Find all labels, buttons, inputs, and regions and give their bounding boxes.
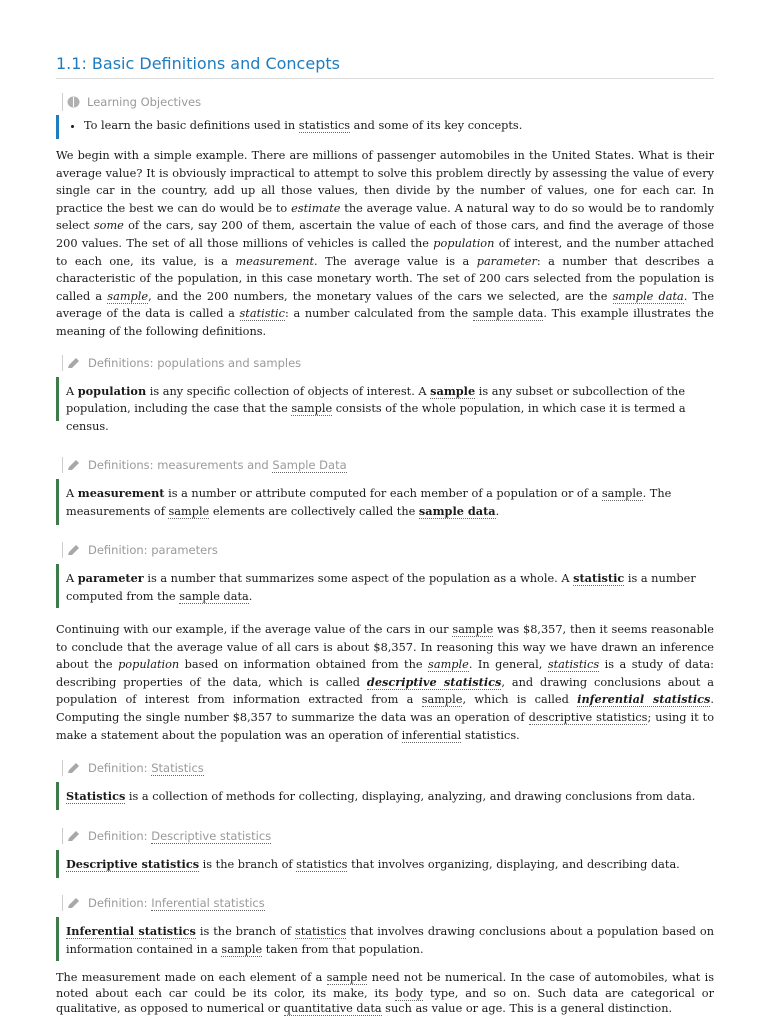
glossary-link[interactable]: Descriptive statistics (66, 856, 200, 871)
definition-accent-bar (56, 377, 59, 421)
list-item: • To learn the basic definitions used in statistics and some of its key concepts. (84, 118, 714, 133)
page-title: 1.1: Basic Definitions and Concepts (56, 54, 714, 79)
glossary-link[interactable]: sample data (179, 589, 249, 603)
glossary-link[interactable]: sample (428, 658, 469, 672)
glossary-link[interactable]: sample data (418, 503, 496, 518)
glossary-link[interactable]: statistic (573, 571, 625, 586)
definition-measurements-box (56, 457, 714, 520)
definition-heading: Definition: Statistics (88, 761, 204, 776)
glossary-link[interactable]: sample (601, 487, 643, 501)
glossary-link[interactable]: quantitative data (283, 1002, 382, 1016)
intro-paragraph: We begin with a simple example. There are millions of passenger automobiles in the United States. What is their average value? It is obviously impractical to attempt to solve this problem directly by assessing the value of every single car in the country, add up all those values, then divide by the number of values, one for each car. In practice the best we can do would be to estimate the average value. A natural way to do so would be to randomly select some of the cars, say 200 of them, ascertain the value of each of those cars, and find the average of those 200 values. The set of all those millions of vehicles is called the population of interest, and the number attached to each one, its value, is a measurement. The average value is a parameter: a number that describes a characteristic of the population, in this case monetary worth. The set of 200 cars selected from the population is called a sample, and the 200 numbers, the monetary values of the cars we selected, are the sample data. The average of the data is called a statistic: a number calculated from the sample data. This example illustrates the meaning of the following definitions. (56, 149, 715, 338)
definition-heading: Definitions: measurements and Sample Data (88, 458, 347, 473)
definition-body: A measurement is a number or attribute computed for each member of a population or of a sample. The measurements of sample elements are collectively called the sample data. (66, 486, 672, 518)
definition-accent-bar (56, 479, 59, 525)
pencil-icon (67, 897, 81, 909)
objectives-accent-bar (56, 115, 59, 139)
pencil-icon (67, 544, 81, 556)
pencil-icon (67, 357, 81, 369)
definition-inferential-box (56, 895, 714, 958)
glossary-link[interactable]: sample (421, 693, 463, 707)
definition-accent-bar (56, 917, 59, 961)
definition-parameters-box (56, 542, 714, 605)
glossary-link[interactable]: Inferential statistics (66, 924, 196, 939)
glossary-link[interactable]: Statistics (66, 789, 126, 804)
pencil-icon (67, 459, 81, 471)
glossary-link[interactable]: sample (221, 942, 263, 956)
glossary-link[interactable]: sample (168, 504, 210, 518)
glossary-link[interactable]: descriptive statistics (528, 711, 648, 724)
glossary-link[interactable]: statistics (547, 658, 600, 672)
glossary-link[interactable]: statistics (296, 857, 348, 871)
glossary-link[interactable]: sample (291, 402, 333, 416)
pencil-icon (67, 830, 81, 842)
glossary-link[interactable]: sample (107, 289, 149, 303)
glossary-link[interactable]: statistics (294, 925, 347, 939)
definition-heading: Definition: Descriptive statistics (88, 828, 272, 843)
learning-objectives-box (56, 93, 714, 139)
definition-accent-bar (56, 850, 59, 878)
glossary-link[interactable]: Sample Data (272, 458, 347, 473)
glossary-link[interactable]: statistics (298, 119, 351, 132)
glossary-link[interactable]: sample data (472, 307, 544, 321)
definition-heading: Definitions: populations and samples (88, 355, 302, 370)
definition-heading: Definition: parameters (88, 543, 218, 558)
objectives-heading: Learning Objectives (87, 95, 202, 109)
glossary-link[interactable]: statistic (239, 307, 286, 321)
glossary-link[interactable]: descriptive statistics (366, 674, 502, 689)
closing-paragraph: The measurement made on each element of a sample need not be numerical. In the case of automobiles, what is noted about each car could be its color, its make, its body type, and so on. Such data are categorical or qualitative, as opposed to numerical or quantitative data such as value or age. This is a general distinction. (56, 971, 715, 1016)
definition-populations-box (56, 355, 714, 436)
definition-body: Statistics is a collection of methods for collecting, displaying, analyzing, and drawing conclusions from data. (66, 789, 696, 804)
definition-accent-bar (56, 564, 59, 608)
glossary-link[interactable]: inferential statistics (577, 692, 711, 707)
definition-body: A population is any specific collection of objects of interest. A sample is any subset or subcollection of the population, including the case that the sample consists of the whole population, in which case it is termed a census. (66, 383, 686, 433)
glossary-link[interactable]: inferential (401, 728, 462, 742)
continuing-paragraph: Continuing with our example, if the average value of the cars in our sample was $8,357, then it seems reasonable to conclude that the average value of all cars is about $8,357. In reasoning this way we have drawn an inference about the population based on information obtained from the sample. In general, statistics is a study of data: describing properties of the data, which is called descriptive statistics, and drawing conclusions about a population of interest from information extracted from a sample, which is called inferential statistics. Computing the single number $8,357 to summarize the data was an operation of descriptive statistics; using it to make a statement about the population was an operation of inferential statistics. (56, 623, 714, 742)
glossary-link[interactable]: body (395, 986, 424, 1000)
glossary-link[interactable]: sample (452, 623, 494, 637)
pencil-icon (67, 762, 81, 774)
definition-body: Inferential statistics is the branch of statistics that involves drawing conclusions about a population based on information contained in a sample taken from that population. (66, 924, 715, 956)
glossary-link[interactable]: Descriptive statistics (151, 828, 272, 843)
definition-heading: Definition: Inferential statistics (88, 896, 265, 911)
definition-body: A parameter is a number that summarizes some aspect of the population as a whole. A statistic is a number computed from the sample data. (66, 571, 696, 603)
glossary-link[interactable]: sample (430, 383, 476, 398)
brain-icon (67, 96, 80, 108)
definition-statistics-box (56, 760, 714, 806)
definition-accent-bar (56, 782, 59, 810)
glossary-link[interactable]: Inferential statistics (151, 896, 265, 911)
glossary-link[interactable]: Statistics (151, 761, 204, 776)
definition-descriptive-box (56, 828, 714, 874)
glossary-link[interactable]: sample data (612, 289, 684, 303)
definition-body: Descriptive statistics is the branch of statistics that involves organizing, displaying, and describing data. (66, 856, 680, 871)
glossary-link[interactable]: sample (326, 971, 368, 985)
objectives-list (66, 118, 714, 133)
